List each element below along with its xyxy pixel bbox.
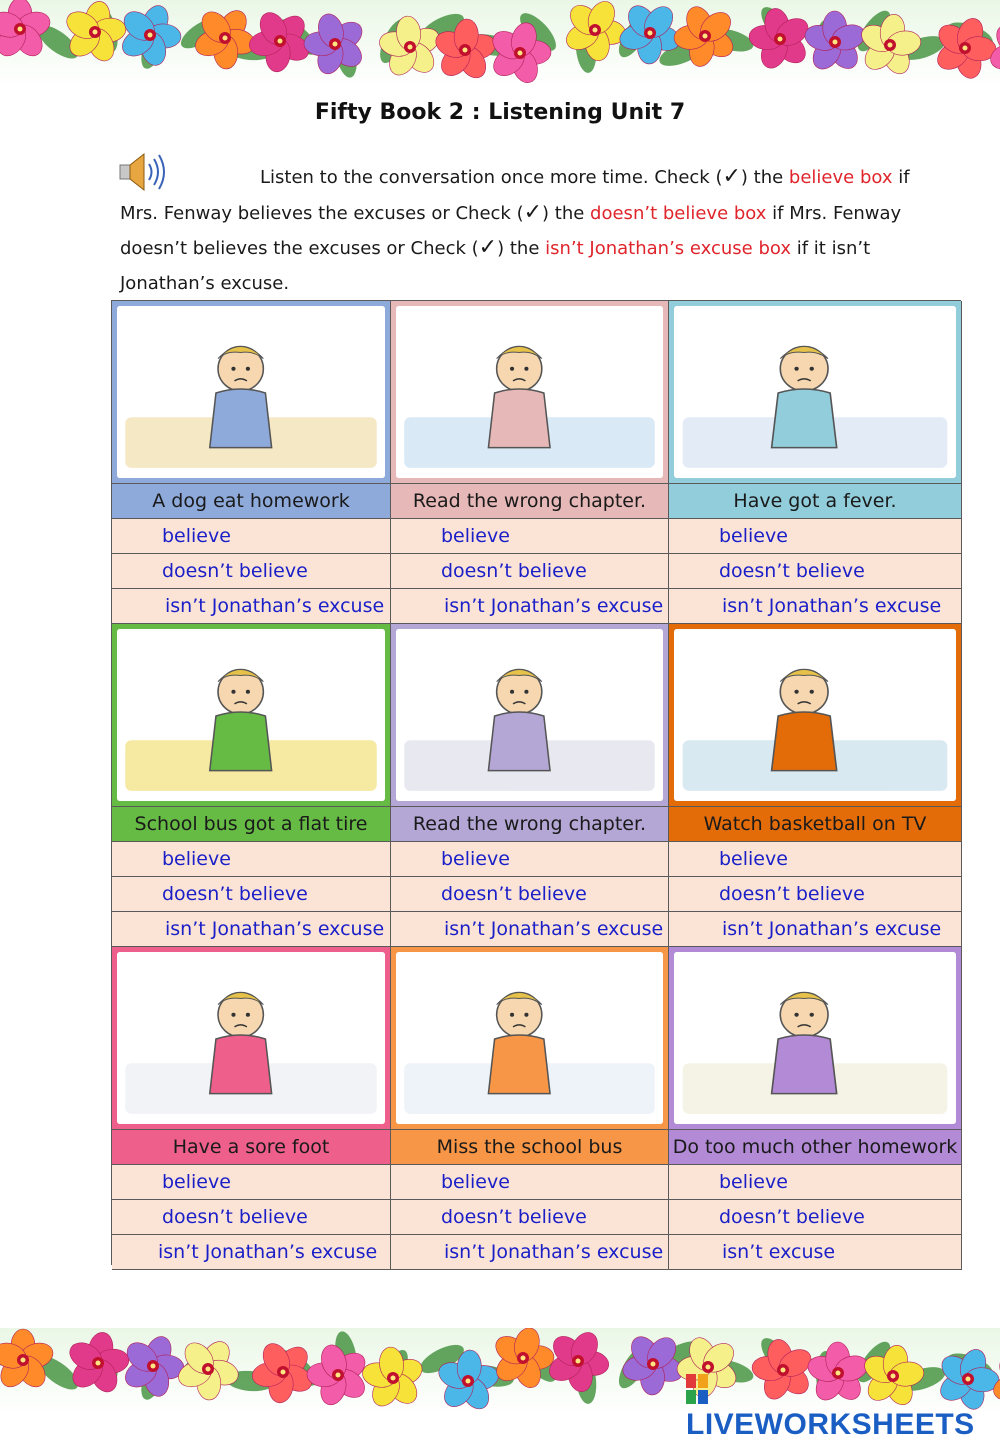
picture-cell <box>112 301 391 484</box>
doesnt-believe-option[interactable]: doesn’t believe <box>112 1200 391 1235</box>
doesnt-believe-option[interactable]: doesn’t believe <box>669 877 962 912</box>
not-jonathans-excuse-option[interactable]: isn’t Jonathan’s excuse <box>391 589 669 624</box>
hibiscus-icon <box>304 11 367 77</box>
checkmark-icon: ✓ <box>523 199 543 225</box>
hibiscus-icon <box>360 1346 426 1411</box>
doesnt-believe-option[interactable]: doesn’t believe <box>669 1200 962 1235</box>
hibiscus-icon <box>857 12 922 78</box>
believe-option[interactable]: believe <box>112 519 391 554</box>
hibiscus-icon <box>802 11 868 74</box>
hibiscus-icon <box>0 0 53 61</box>
believe-box-ref: believe box <box>788 167 893 188</box>
picture-cell <box>669 301 962 484</box>
hibiscus-icon <box>117 2 181 68</box>
boy-missing-bus-illustration <box>396 952 663 1124</box>
excuse-grid <box>111 300 961 1265</box>
believe-option[interactable]: believe <box>669 842 962 877</box>
page-title: Fifty Book 2 : Listening Unit 7 <box>314 100 686 125</box>
hibiscus-icon <box>748 6 813 72</box>
picture-cell <box>391 947 669 1130</box>
doesnt-believe-option[interactable]: doesn’t believe <box>112 877 391 912</box>
liveworksheets-logo-icon <box>686 1374 708 1404</box>
hibiscus-icon <box>175 1336 241 1400</box>
not-jonathans-excuse-option[interactable]: isn’t Jonathan’s excuse <box>391 912 669 947</box>
not-excuse-box-ref: isn’t Jonathan’s excuse box <box>545 238 792 259</box>
believe-option[interactable]: believe <box>112 1165 391 1200</box>
instruction-text: ) the <box>497 238 546 259</box>
boy-watching-tv-illustration <box>674 629 956 801</box>
believe-option[interactable]: believe <box>669 519 962 554</box>
excuse-label: Watch basketball on TV <box>669 807 962 842</box>
picture-cell <box>391 624 669 807</box>
doesnt-believe-option[interactable]: doesn’t believe <box>391 554 669 589</box>
leaf-icon <box>997 1328 1000 1379</box>
boy-sick-in-bed-illustration <box>674 306 956 478</box>
excuse-label: Have a sore foot <box>112 1130 391 1165</box>
excuse-label: School bus got a flat tire <box>112 807 391 842</box>
instruction-text: if Mrs. Fenway doesn’t believes the excuses or Check ( <box>120 202 902 259</box>
excuse-label: Have got a fever. <box>669 484 962 519</box>
boy-many-books-illustration <box>674 952 956 1124</box>
picture-cell <box>112 624 391 807</box>
picture-cell <box>669 947 962 1130</box>
not-jonathans-excuse-option[interactable]: isn’t Jonathan’s excuse <box>112 1235 391 1270</box>
not-jonathans-excuse-option[interactable]: isn’t Jonathan’s excuse <box>112 589 391 624</box>
believe-option[interactable]: believe <box>669 1165 962 1200</box>
not-jonathans-excuse-option[interactable]: isn’t Jonathan’s excuse <box>669 912 962 947</box>
logo-text: LIVEWORKSHEETS <box>686 1408 975 1441</box>
hibiscus-icon <box>0 1329 56 1392</box>
hibiscus-icon <box>307 1342 370 1408</box>
liveworksheets-logo <box>686 1374 1000 1442</box>
picture-cell <box>391 301 669 484</box>
hibiscus-icon <box>192 5 258 69</box>
instruction-text: ) the <box>740 167 789 188</box>
doesnt-believe-option[interactable]: doesn’t believe <box>669 554 962 589</box>
excuse-label: A dog eat homework <box>112 484 391 519</box>
instruction-text: if it isn’t Jonathan’s excuse. <box>120 238 871 294</box>
believe-option[interactable]: believe <box>391 519 669 554</box>
hibiscus-border-top <box>0 0 1000 86</box>
not-jonathans-excuse-option[interactable]: isn’t excuse <box>669 1235 962 1270</box>
believe-option[interactable]: believe <box>391 1165 669 1200</box>
excuse-label: Read the wrong chapter. <box>391 807 669 842</box>
doesnt-believe-option[interactable]: doesn’t believe <box>391 877 669 912</box>
hibiscus-icon <box>250 1339 316 1404</box>
doesnt-believe-option[interactable]: doesn’t believe <box>391 1200 669 1235</box>
doesnt-believe-option[interactable]: doesn’t believe <box>112 554 391 589</box>
excuse-label: Do too much other homework <box>669 1130 962 1165</box>
flower-border-top <box>0 0 1000 86</box>
picture-cell <box>669 624 962 807</box>
instruction-text: ) the <box>542 202 591 224</box>
crossing-guard-street-illustration <box>396 629 663 801</box>
instructions <box>120 160 920 301</box>
not-jonathans-excuse-option[interactable]: isn’t Jonathan’s excuse <box>391 1235 669 1270</box>
not-jonathans-excuse-option[interactable]: isn’t Jonathan’s excuse <box>112 912 391 947</box>
picture-cell <box>112 947 391 1130</box>
school-bus-flat-tire-illustration <box>117 629 385 801</box>
not-jonathans-excuse-option[interactable]: isn’t Jonathan’s excuse <box>669 589 962 624</box>
checkmark-icon: ✓ <box>722 164 741 189</box>
checkmark-icon: ✓ <box>478 235 498 260</box>
hibiscus-icon <box>545 1328 611 1393</box>
doesnt-believe-box-ref: doesn’t believe box <box>590 202 767 224</box>
boy-reading-chapter-4-illustration <box>396 306 663 478</box>
boy-sore-foot-illustration <box>117 952 385 1124</box>
instruction-text: Listen to the conversation once more time. Check ( <box>260 167 723 188</box>
believe-option[interactable]: believe <box>391 842 669 877</box>
believe-option[interactable]: believe <box>112 842 391 877</box>
excuse-label: Read the wrong chapter. <box>391 484 669 519</box>
hibiscus-icon <box>120 1333 184 1399</box>
instruction-text: if Mrs. Fenway believes the excuses or Check ( <box>120 167 910 224</box>
hibiscus-icon <box>562 0 628 62</box>
dog-eating-homework-illustration <box>117 306 385 478</box>
excuse-label: Miss the school bus <box>391 1130 669 1165</box>
hibiscus-icon <box>247 8 313 73</box>
